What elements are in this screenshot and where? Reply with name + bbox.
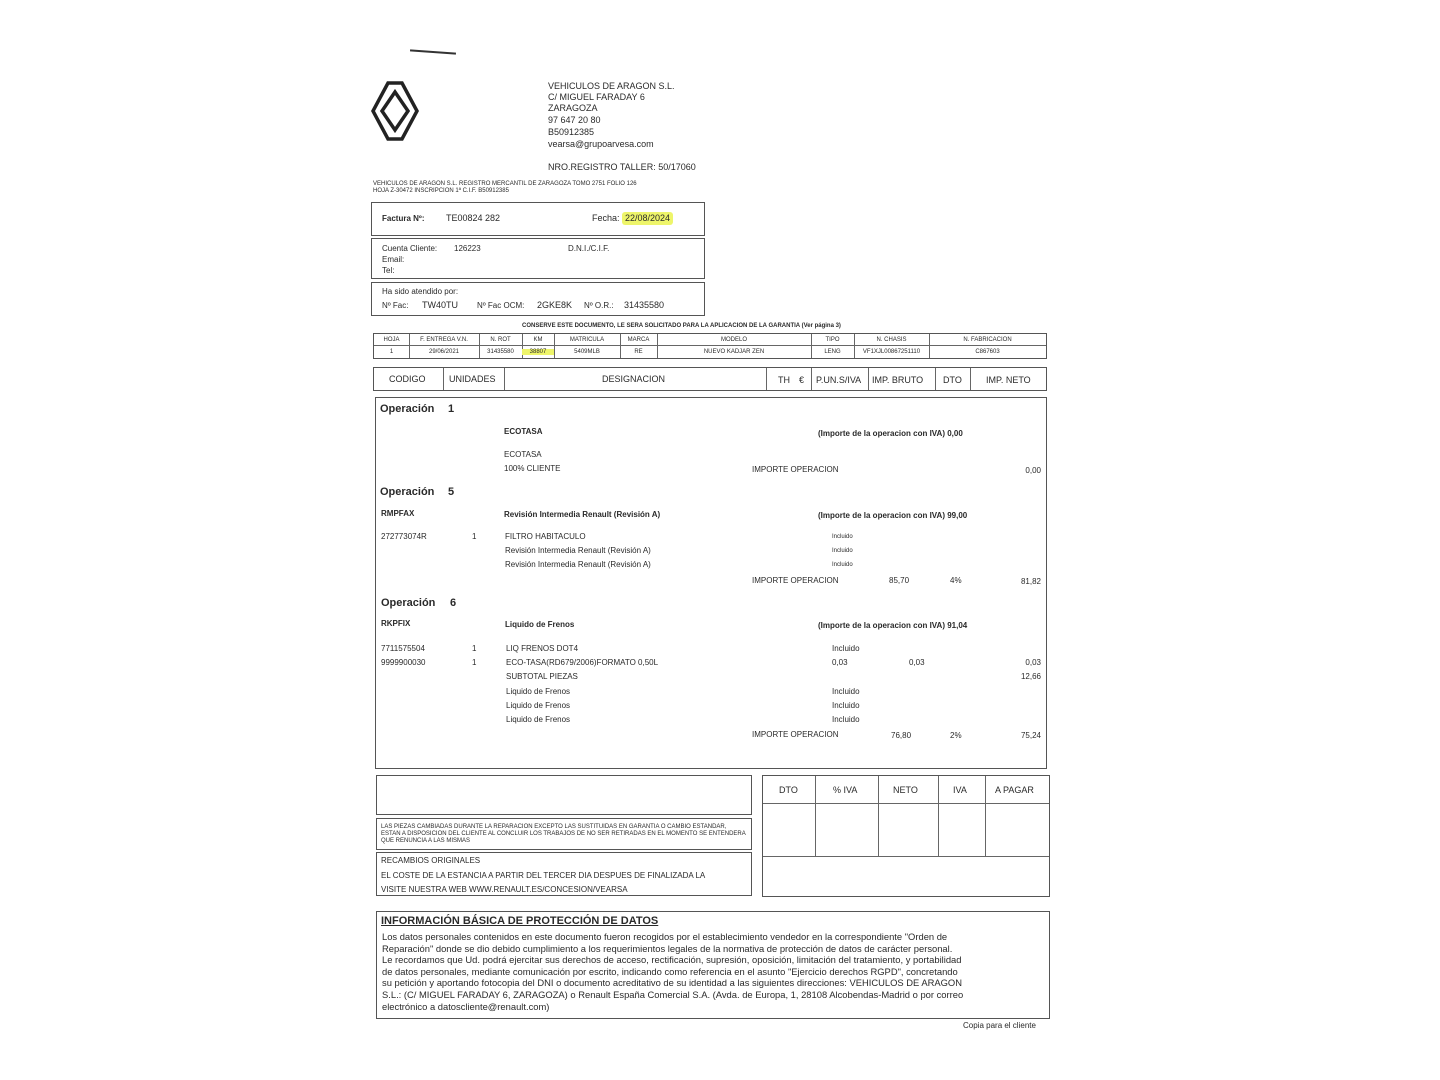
- blank-box: [376, 775, 752, 815]
- visite: VISITE NUESTRA WEB WWW.RENAULT.ES/CONCESION/VEARSA: [381, 885, 628, 894]
- op1-imp-label: IMPORTE OPERACION: [752, 465, 839, 474]
- vehicle-value-3: 38807: [522, 349, 554, 355]
- registro-taller: NRO.REGISTRO TALLER: 50/17060: [548, 162, 696, 172]
- privacy-title: INFORMACIÓN BÁSICA DE PROTECCIÓN DE DATOS: [381, 915, 659, 927]
- col-eur: €: [799, 375, 805, 385]
- op6-row-desc: SUBTOTAL PIEZAS: [506, 672, 578, 681]
- vehicle-header-0: HOJA: [383, 337, 400, 343]
- vehicle-value-7: LENG: [824, 349, 841, 355]
- nfac-value: TW40TU: [422, 300, 458, 310]
- op6-num: 6: [450, 597, 457, 609]
- op5-code: RMPFAX: [381, 509, 415, 518]
- customer-box: [371, 238, 705, 279]
- op6-row-desc: Liquido de Frenos: [506, 701, 571, 710]
- vehicle-value-8: VF1XJL00867251110: [862, 349, 921, 355]
- op6-row-desc: Liquido de Frenos: [506, 687, 571, 696]
- vehicle-header-9: N. FABRICACION: [963, 337, 1012, 343]
- vehicle-value-9: C867603: [975, 349, 1000, 355]
- op6-code: RKPFIX: [381, 619, 411, 628]
- company-street: C/ MIGUEL FARADAY 6: [548, 92, 645, 102]
- op6-dto: 2%: [950, 731, 962, 740]
- company-phone: 97 647 20 80: [548, 115, 601, 125]
- op6-row-neto: 12,66: [1020, 672, 1041, 681]
- op1-imp-neto: 0,00: [1025, 466, 1041, 475]
- col-impbruto: IMP. BRUTO: [872, 375, 924, 385]
- op6-imp-bruto: 76,80: [891, 731, 912, 740]
- fecha-label: Fecha:: [592, 213, 620, 223]
- vehicle-header-7: TIPO: [825, 337, 840, 343]
- op5-row-price: Incluido: [832, 534, 853, 540]
- op6-imp-label: IMPORTE OPERACION: [752, 730, 839, 739]
- op6-row-code: 7711575504: [381, 644, 425, 653]
- totals-box: [762, 775, 1050, 897]
- vehicle-header-3: KM: [533, 337, 543, 343]
- op6-row-price: 0,03: [832, 658, 848, 667]
- col-unidades: UNIDADES: [449, 374, 496, 384]
- privacy-line: Le recordamos que Ud. podrá ejercitar sus derechos de acceso, rectificación, supresión, oposición, limitación del tratamiento, y portabilidad: [382, 954, 962, 966]
- dni-label: D.N.I./C.I.F.: [568, 244, 610, 253]
- totals-apagar: A PAGAR: [995, 785, 1034, 795]
- op1-title: Operación: [380, 403, 435, 415]
- op5-row-units: 1: [472, 532, 477, 541]
- vehicle-value-6: NUEVO KADJAR ZEN: [703, 349, 765, 355]
- totals-pct-iva: % IVA: [833, 785, 858, 795]
- op6-importe: (Importe de la operacion con IVA) 91,04: [818, 621, 968, 630]
- recambios: RECAMBIOS ORIGINALES: [381, 856, 481, 865]
- vehicle-value-4: 5409MLB: [574, 349, 600, 355]
- privacy-line: Los datos personales contenidos en este documento fueron recogidos por el establecimiento vendedor en la correspondiente "Orden de: [382, 931, 948, 942]
- tel-label: Tel:: [382, 266, 395, 275]
- op6-name: Liquido de Frenos: [505, 620, 575, 629]
- op5-row-code: 272773074R: [381, 532, 427, 541]
- op6-imp-neto: 75,24: [1020, 731, 1041, 740]
- op6-row-price: Incluido: [832, 715, 860, 724]
- vehicle-header-4: MATRICULA: [569, 337, 605, 343]
- vehicle-value-1: 29/06/2021: [428, 349, 460, 355]
- op5-name: Revisión Intermedia Renault (Revisión A): [504, 510, 661, 519]
- operations-body: [375, 397, 1047, 769]
- company-email: vearsa@grupoarvesa.com: [548, 139, 654, 149]
- op6-row-desc: LIQ FRENOS DOT4: [506, 644, 579, 653]
- warranty-note: CONSERVE ESTE DOCUMENTO, LE SERA SOLICITADO PARA LA APLICACION DE LA GARANTIA (Ver página 3): [522, 323, 841, 329]
- op6-title: Operación: [381, 597, 436, 609]
- op6-row-price: Incluido: [832, 701, 860, 710]
- op6-row-units: 1: [472, 658, 477, 667]
- vehicle-value-2: 31435580: [487, 349, 514, 355]
- estancia: EL COSTE DE LA ESTANCIA A PARTIR DEL TERCER DIA DESPUES DE FINALIZADA LA: [381, 871, 706, 880]
- col-punsiva: P.UN.S/IVA: [816, 375, 862, 385]
- col-codigo: CODIGO: [389, 374, 426, 384]
- company-cif: B50912385: [548, 127, 595, 137]
- nfacocm-label: Nº Fac OCM:: [477, 301, 525, 310]
- vehicle-header-6: MODELO: [720, 337, 747, 343]
- op5-row-price: Incluido: [832, 548, 853, 554]
- op5-imp-bruto: 85,70: [889, 576, 910, 585]
- registro-mercantil-2: HOJA Z-30472 INSCRIPCION 1ª C.I.F. B50912385: [373, 188, 509, 194]
- registro-mercantil-1: VEHICULOS DE ARAGON S.L. REGISTRO MERCANTIL DE ZARAGOZA TOMO 2751 FOLIO 126: [373, 181, 637, 187]
- op6-row-code: 9999900030: [381, 658, 426, 667]
- nfacocm-value: 2GKE8K: [537, 300, 573, 310]
- factura-label: Factura Nº:: [382, 214, 425, 223]
- totals-neto: NETO: [893, 785, 918, 795]
- atendido-label: Ha sido atendido por:: [382, 287, 459, 296]
- vehicle-table: [373, 333, 1047, 359]
- op5-title: Operación: [380, 486, 435, 498]
- op1-num: 1: [448, 403, 455, 415]
- email-label: Email:: [382, 255, 405, 264]
- vehicle-value-0: 1: [389, 349, 394, 355]
- copia-label: Copia para el cliente: [963, 1021, 1036, 1030]
- op6-row-price: Incluido: [832, 687, 860, 696]
- op5-num: 5: [448, 486, 455, 498]
- nor-value: 31435580: [624, 300, 665, 310]
- privacy-box: [376, 911, 1050, 1019]
- op5-row-desc: Revisión Intermedia Renault (Revisión A): [505, 560, 651, 569]
- notice-parts: LAS PIEZAS CAMBIADAS DURANTE LA REPARACION EXCEPTO LAS SUSTITUIDAS EN GARANTIA O CAMBIO ESTANDAR, ESTAN A DISPOSICION DEL CLIENTE AL CONCLUIR LOS TRABAJOS DE NO SER RETIRADAS EN EL MOMENTO SE ENTENDERA QUE RENUNCIA A LAS MISMAS: [381, 824, 746, 844]
- op1-importe: (Importe de la operacion con IVA) 0,00: [818, 429, 963, 438]
- attendant-box: [371, 282, 705, 316]
- privacy-line: de datos personales, mediante comunicación por escrito, indicando como referencia en el asunto "Ejercicio derechos RGPD", concretando: [382, 965, 958, 977]
- op6-row-desc: Liquido de Frenos: [506, 715, 571, 724]
- op1-name: ECOTASA: [504, 427, 543, 436]
- invoice-number-box: [371, 202, 705, 236]
- op1-line1: ECOTASA: [504, 450, 542, 459]
- privacy-line: su petición y aportando fotocopia del DNI o documento acreditativo de su identidad a las siguientes direcciones: VEHICULOS DE ARAGON: [382, 977, 962, 989]
- op5-imp-neto: 81,82: [1020, 577, 1041, 586]
- op5-row-price: Incluido: [832, 562, 853, 568]
- columns-header: [373, 367, 1047, 391]
- op6-row-units: 1: [472, 644, 477, 653]
- info-box: [376, 852, 752, 896]
- vehicle-header-5: MARCA: [627, 337, 650, 343]
- nfac-label: Nº Fac:: [382, 301, 409, 310]
- notice-box: [376, 818, 752, 850]
- privacy-line: electrónico a datoscliente@renault.com): [382, 1000, 550, 1012]
- vehicle-header-2: N. ROT: [490, 337, 511, 343]
- col-impneto: IMP. NETO: [986, 375, 1031, 385]
- pen-mark: [410, 49, 456, 54]
- col-dto: DTO: [943, 375, 962, 385]
- nor-label: Nº O.R.:: [584, 301, 614, 310]
- privacy-line: Reparación" donde se dio debido cumplimiento a los requerimientos legales de la normativa de protección de datos de carácter personal.: [382, 942, 953, 954]
- totals-iva: IVA: [953, 785, 967, 795]
- fecha-value: 22/08/2024: [622, 212, 673, 225]
- op6-row-price: Incluido: [832, 644, 860, 653]
- privacy-line: S.L.: (C/ MIGUEL FARADAY 6, ZARAGOZA) o Renault España Comercial S.A. (Avda. de Europa, 1, 28108 Alcobendas-Madrid o por correo: [382, 989, 964, 1000]
- op6-row-bruto: 0,03: [909, 658, 925, 667]
- op5-row-desc: Revisión Intermedia Renault (Revisión A): [505, 546, 651, 555]
- col-th: TH: [778, 375, 790, 385]
- op1-line2: 100% CLIENTE: [504, 464, 561, 473]
- vehicle-value-5: RE: [634, 349, 643, 355]
- op6-row-desc: ECO-TASA(RD679/2006)FORMATO 0,50L: [506, 658, 659, 667]
- op5-imp-label: IMPORTE OPERACION: [752, 576, 839, 585]
- op5-dto: 4%: [950, 576, 962, 585]
- totals-dto: DTO: [779, 785, 798, 795]
- company-name: VEHICULOS DE ARAGON S.L.: [548, 81, 675, 91]
- vehicle-header-1: F. ENTREGA V.N.: [420, 337, 468, 343]
- op6-row-neto: 0,03: [1025, 658, 1041, 667]
- op5-row-desc: FILTRO HABITACULO: [505, 532, 586, 541]
- renault-logo-icon: [370, 80, 420, 142]
- col-designacion: DESIGNACION: [602, 374, 666, 384]
- cuenta-label: Cuenta Cliente:: [382, 244, 438, 253]
- cuenta-value: 126223: [454, 244, 481, 253]
- factura-value: TE00824 282: [446, 213, 501, 223]
- vehicle-header-8: N. CHASIS: [876, 337, 907, 343]
- op5-importe: (Importe de la operacion con IVA) 99,00: [818, 511, 968, 520]
- company-city: ZARAGOZA: [548, 103, 598, 113]
